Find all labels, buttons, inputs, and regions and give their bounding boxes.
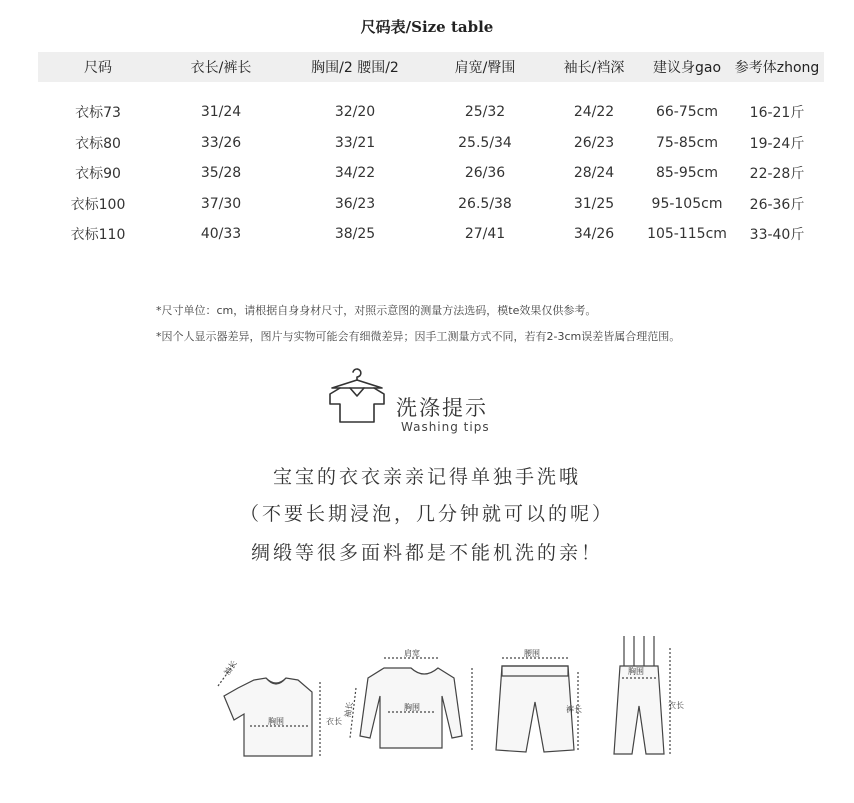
overalls-chest-label: 胸围	[628, 667, 644, 676]
table-cell: 31/24	[200, 104, 242, 121]
washing-line: （不要长期浸泡，几分钟就可以的呢）	[239, 503, 614, 525]
size-table-title: 尺码表/Size table	[360, 18, 494, 36]
table-cell: 35/28	[200, 165, 242, 182]
size-table-body	[38, 97, 824, 250]
table-cell: 75-85cm	[655, 134, 718, 151]
table-cell: 22-28斤	[749, 166, 805, 183]
table-cell: 66-75cm	[655, 104, 718, 121]
table-row	[38, 189, 824, 220]
table-cell: 26/36	[464, 165, 506, 182]
table-cell: 25.5/34	[458, 134, 512, 151]
table-cell: 105-115cm	[647, 226, 727, 243]
shoulder-label: 肩宽	[404, 649, 420, 658]
overalls-diagram	[614, 636, 670, 756]
pants-length-label: 裤长	[566, 705, 582, 714]
table-cell: 26-36斤	[749, 196, 805, 213]
table-cell: 24/22	[573, 104, 615, 121]
header-cell: 袖长/裆深	[563, 60, 625, 76]
header-cell: 建议身gao	[652, 60, 722, 76]
measurement-note: *尺寸单位：cm，请根据自身身材尺寸，对照示意图的测量方法选码，模te效果仅供参考。	[156, 304, 597, 317]
measurement-diagrams	[210, 628, 700, 768]
table-cell: 34/26	[573, 226, 615, 243]
table-row	[38, 128, 824, 159]
washing-line: 绸缎等很多面料都是不能机洗的亲！	[250, 542, 603, 564]
table-cell: 25/32	[464, 104, 506, 121]
table-cell: 33/21	[334, 134, 376, 151]
table-cell: 33/26	[200, 134, 242, 151]
hanger-shirt-icon	[326, 364, 388, 426]
washing-line: 宝宝的衣衣亲亲记得单独手洗哦	[272, 466, 581, 488]
table-cell: 31/25	[573, 195, 615, 212]
table-cell: 85-95cm	[655, 165, 718, 182]
table-cell: 衣标73	[75, 105, 121, 122]
table-cell: 衣标80	[75, 135, 121, 152]
chest-label: 胸围	[268, 717, 284, 726]
washing-tips-title: 洗涤提示	[396, 396, 488, 420]
table-cell: 衣标110	[70, 227, 126, 244]
size-table-header	[38, 52, 824, 82]
table-cell: 95-105cm	[651, 195, 723, 212]
sleeve-label-2: 袖长	[343, 701, 355, 719]
sleeve-label: 袖长	[222, 658, 239, 678]
table-cell: 26.5/38	[458, 195, 512, 212]
header-cell: 衣长/裤长	[190, 60, 252, 76]
table-cell: 37/30	[200, 195, 242, 212]
length-label: 衣长	[326, 717, 342, 726]
header-cell: 尺码	[84, 60, 112, 76]
size-table	[38, 52, 824, 250]
table-cell: 32/20	[334, 104, 376, 121]
tshirt-diagram	[218, 664, 320, 756]
washing-tips-subtitle: Washing tips	[401, 420, 490, 434]
header-cell: 参考体zhong	[734, 60, 820, 76]
header-cell: 胸围/2 腰围/2	[311, 60, 399, 76]
table-cell: 34/22	[334, 165, 376, 182]
overalls-length-label: 衣长	[668, 701, 684, 710]
table-cell: 40/33	[200, 226, 242, 243]
table-cell: 衣标90	[75, 166, 121, 183]
table-cell: 19-24斤	[749, 135, 805, 152]
table-row	[38, 219, 824, 250]
table-cell: 衣标100	[70, 196, 126, 213]
table-cell: 36/23	[334, 195, 376, 212]
waist-label: 腰围	[524, 649, 540, 658]
table-cell: 38/25	[334, 226, 376, 243]
table-cell: 26/23	[573, 134, 615, 151]
table-row	[38, 158, 824, 189]
table-row	[38, 97, 824, 128]
table-cell: 33-40斤	[749, 227, 805, 244]
table-cell: 28/24	[573, 165, 615, 182]
chest-label-2: 胸围	[404, 703, 420, 712]
header-cell: 肩宽/臀围	[454, 60, 516, 76]
display-difference-note: *因个人显示器差异，图片与实物可能会有细微差异；因手工测量方式不同，若有2-3cm误差皆属合理范围。	[156, 330, 681, 343]
table-cell: 16-21斤	[749, 105, 805, 122]
table-cell: 27/41	[464, 226, 506, 243]
